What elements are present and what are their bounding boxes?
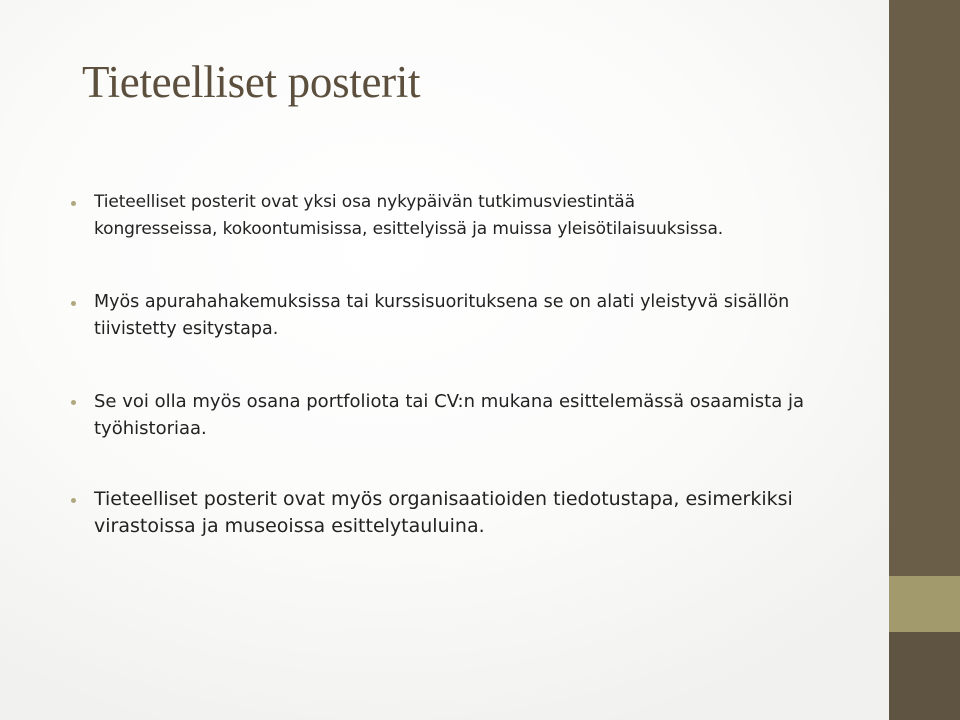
bullet-dot-icon [71, 498, 76, 503]
bullet-dot-icon [71, 201, 76, 206]
bullet-text-line: tiivistetty esitystapa. [94, 319, 279, 339]
decorative-sidebar-bottom-block [889, 632, 960, 720]
bullet-item [94, 388, 864, 442]
slide-title: Tieteelliset posterit [82, 57, 421, 107]
bullet-text-line: Se voi olla myös osana portfoliota tai CV:n mukana esittelemässä osaamista ja [94, 391, 804, 412]
bullet-item [94, 189, 864, 243]
bullet-text-line: kongresseissa, kokoontumisissa, esittelyissä ja muissa yleisötilaisuuksissa. [94, 219, 724, 239]
bullet-text-line: Tieteelliset posterit ovat myös organisaatioiden tiedotustapa, esimerkiksi [94, 488, 793, 510]
bullet-item [94, 289, 864, 343]
decorative-sidebar-accent-block [889, 576, 960, 632]
bullet-text-line: Tieteelliset posterit ovat yksi osa nykypäivän tutkimusviestintää [94, 192, 635, 212]
bullet-text-line: Myös apurahahakemuksissa tai kurssisuorituksena se on alati yleistyvä sisällön [94, 292, 790, 312]
bullet-text-line: työhistoriaa. [94, 418, 207, 439]
bullet-dot-icon [71, 400, 76, 405]
bullet-text-line: virastoissa ja museoissa esittelytauluina. [94, 515, 485, 537]
bullet-item [94, 486, 864, 540]
bullet-dot-icon [71, 301, 76, 306]
